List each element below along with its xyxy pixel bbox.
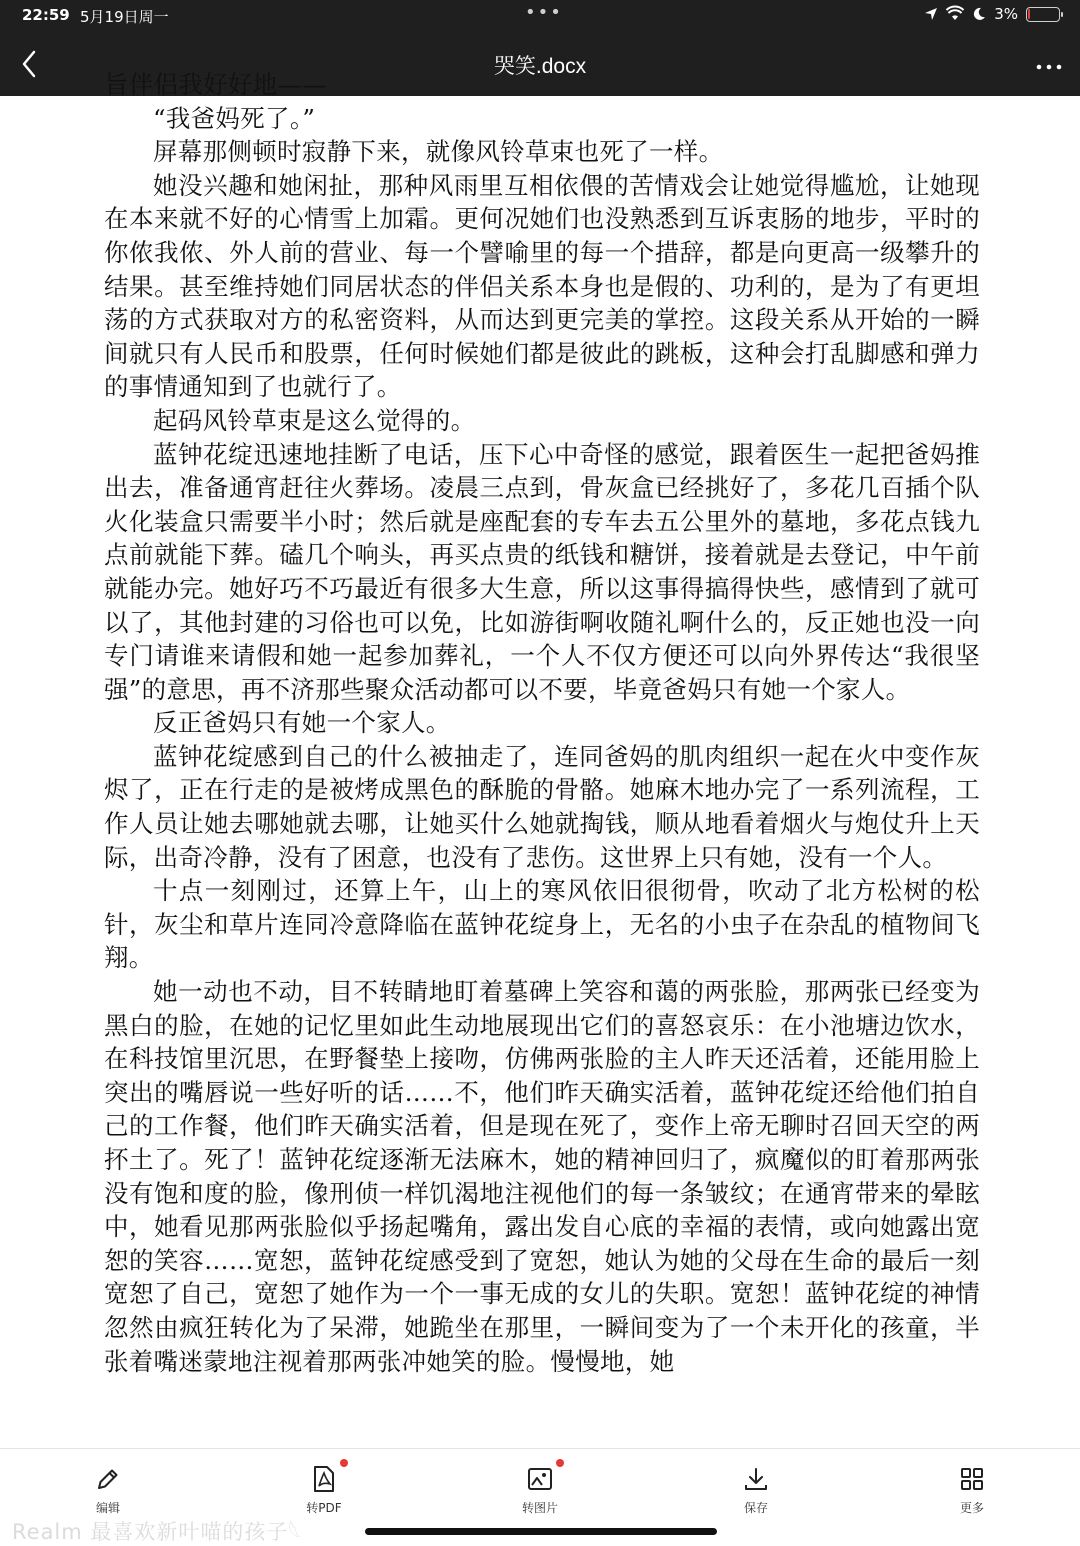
image-badge-dot	[556, 1459, 564, 1467]
more-menu-button[interactable]	[1036, 52, 1062, 77]
paragraph: 反正爸妈只有她一个家人。	[153, 708, 451, 738]
status-icons	[924, 5, 1060, 23]
more-label: 更多	[959, 1501, 984, 1515]
status-bar	[0, 0, 1080, 32]
paragraph: 起码风铃草束是这么觉得的。	[153, 405, 476, 435]
moon-icon	[972, 7, 986, 21]
watermark: Realm 最喜欢新叶喵的孩子𓆩	[12, 1520, 302, 1544]
location-icon	[924, 7, 938, 21]
pdf-badge-dot	[340, 1459, 348, 1467]
image-icon	[527, 1466, 553, 1492]
status-time: 22:59	[22, 6, 70, 24]
paragraph: 蓝钟花绽迅速地挂断了电话，压下心中奇怪的感觉，跟着医生一起把爸妈推出去，准备通宵赶往火葬场。凌晨三点到，骨灰盒已经挑好了，多花几百插个队火化装盒只需要半小时；然后就是座配套的专车去五公里外的墓地，多花点钱九点前就能下葬。磕几个响头，再买点贵的纸钱和糖饼，接着就是去登记，中午前就能办完。她好巧不巧最近有很多大生意，所以这事得搞得快些，感情到了就可以了，其他封建的习俗也可以免，比如游街啊收随礼啊什么的，反正她也没一向专门请谁来请假和她一起参加葬礼，一个人不仅方便还可以向外界传达“我很坚强”的意思，再不济那些聚众活动都可以不要，毕竟爸妈只有她一个家人。	[104, 439, 980, 704]
download-icon	[743, 1466, 769, 1492]
document-title: 哭笑.docx	[493, 55, 587, 78]
paragraph: 蓝钟花绽感到自己的什么被抽走了，连同爸妈的肌肉组织一起在火中变作灰烬了，正在行走的是被烤成黑色的酥脆的骨骼。她麻木地办完了一系列流程，工作人员让她去哪她就去哪，让她买什么她就掏钱，顺从地看着烟火与炮仗升上天际，出奇冷静，没有了困意，也没有了悲伤。这世界上只有她，没有一个人。	[104, 741, 980, 872]
battery-level	[1028, 9, 1030, 19]
save-label: 保存	[743, 1501, 768, 1515]
wifi-icon	[946, 7, 964, 21]
more-button[interactable]	[912, 1461, 1032, 1516]
paragraph: 她没兴趣和她闲扯，那种风雨里互相依偎的苦情戏会让她觉得尴尬，让她现在本来就不好的心情雪上加霜。更何况她们也没熟悉到互诉衷肠的地步，平时的你侬我侬、外人前的营业、每一个譬喻里的每一个措辞，都是向更高一级攀升的结果。甚至维持她们同居状态的伴侣关系本身也是假的、功利的，是为了有更坦荡的方式获取对方的私密资料，从而达到更完美的掌控。这段关系从开始的一瞬间就只有人民币和股票，任何时候她们都是彼此的跳板，这种会打乱脚感和弹力的事情通知到了也就行了。	[104, 170, 980, 402]
convert-pdf-button[interactable]	[264, 1461, 384, 1516]
edit-button[interactable]	[48, 1461, 168, 1516]
multitask-dots-icon[interactable]: •••	[525, 2, 563, 23]
paragraph: 旨伴侣我好好地——	[104, 70, 328, 99]
document-viewer[interactable]	[0, 70, 1080, 1448]
battery-icon	[1026, 7, 1060, 22]
paragraph: 她一动也不动，目不转睛地盯着墓碑上笑容和蔼的两张脸，那两张已经变为黑白的脸，在她的记忆里如此生动地展现出它们的喜怒哀乐：在小池塘边饮水，在科技馆里沉思，在野餐垫上接吻，仿佛两张脸的主人昨天还活着，还能用脸上突出的嘴唇说一些好听的话……不，他们昨天确实活着，蓝钟花绽还给他们拍自己的工作餐，他们昨天确实活着，但是现在死了，变作上帝无聊时召回天空的两抔土了。死了！蓝钟花绽逐渐无法麻木，她的精神回归了，疯魔似的盯着那两张没有饱和度的脸，像刑侦一样饥渴地注视他们的每一条皱纹；在通宵带来的晕眩中，她看见那两张脸似乎扬起嘴角，露出发自心底的幸福的表情，或向她露出宽恕的笑容……宽恕，蓝钟花绽感受到了宽恕，她认为她的父母在生命的最后一刻宽恕了自己，宽恕了她作为一个一事无成的女儿的失职。宽恕！蓝钟花绽的神情忽然由疯狂转化为了呆滞，她跪坐在那里，一瞬间变为了一个未开化的孩童，半张着嘴迷蒙地注视着那两张冲她笑的脸。慢慢地，她	[104, 977, 980, 1376]
convert-pdf-label: 转PDF	[306, 1501, 342, 1515]
paragraph: “我爸妈死了。”	[153, 103, 316, 133]
paragraph: 屏幕那侧顿时寂静下来，就像风铃草束也死了一样。	[153, 137, 724, 167]
pdf-file-icon	[312, 1465, 336, 1493]
document-text	[104, 68, 980, 1378]
paragraph: 十点一刻刚过，还算上午，山上的寒风依旧很彻骨，吹动了北方松树的松针，灰尘和草片连同冷意降临在蓝钟花绽身上，无名的小虫子在杂乱的植物间飞翔。	[104, 876, 980, 973]
status-date: 5月19日周一	[80, 8, 169, 26]
ellipsis-icon	[1036, 63, 1062, 71]
convert-image-button[interactable]	[480, 1461, 600, 1516]
convert-image-label: 转图片	[521, 1501, 558, 1515]
back-button[interactable]	[14, 46, 44, 82]
edit-label: 编辑	[95, 1501, 120, 1515]
chevron-left-icon	[21, 50, 37, 78]
battery-percent: 3%	[994, 5, 1018, 23]
pencil-icon	[95, 1466, 121, 1492]
save-button[interactable]	[696, 1461, 816, 1516]
home-indicator[interactable]	[365, 1528, 717, 1535]
grid-icon	[960, 1467, 984, 1491]
